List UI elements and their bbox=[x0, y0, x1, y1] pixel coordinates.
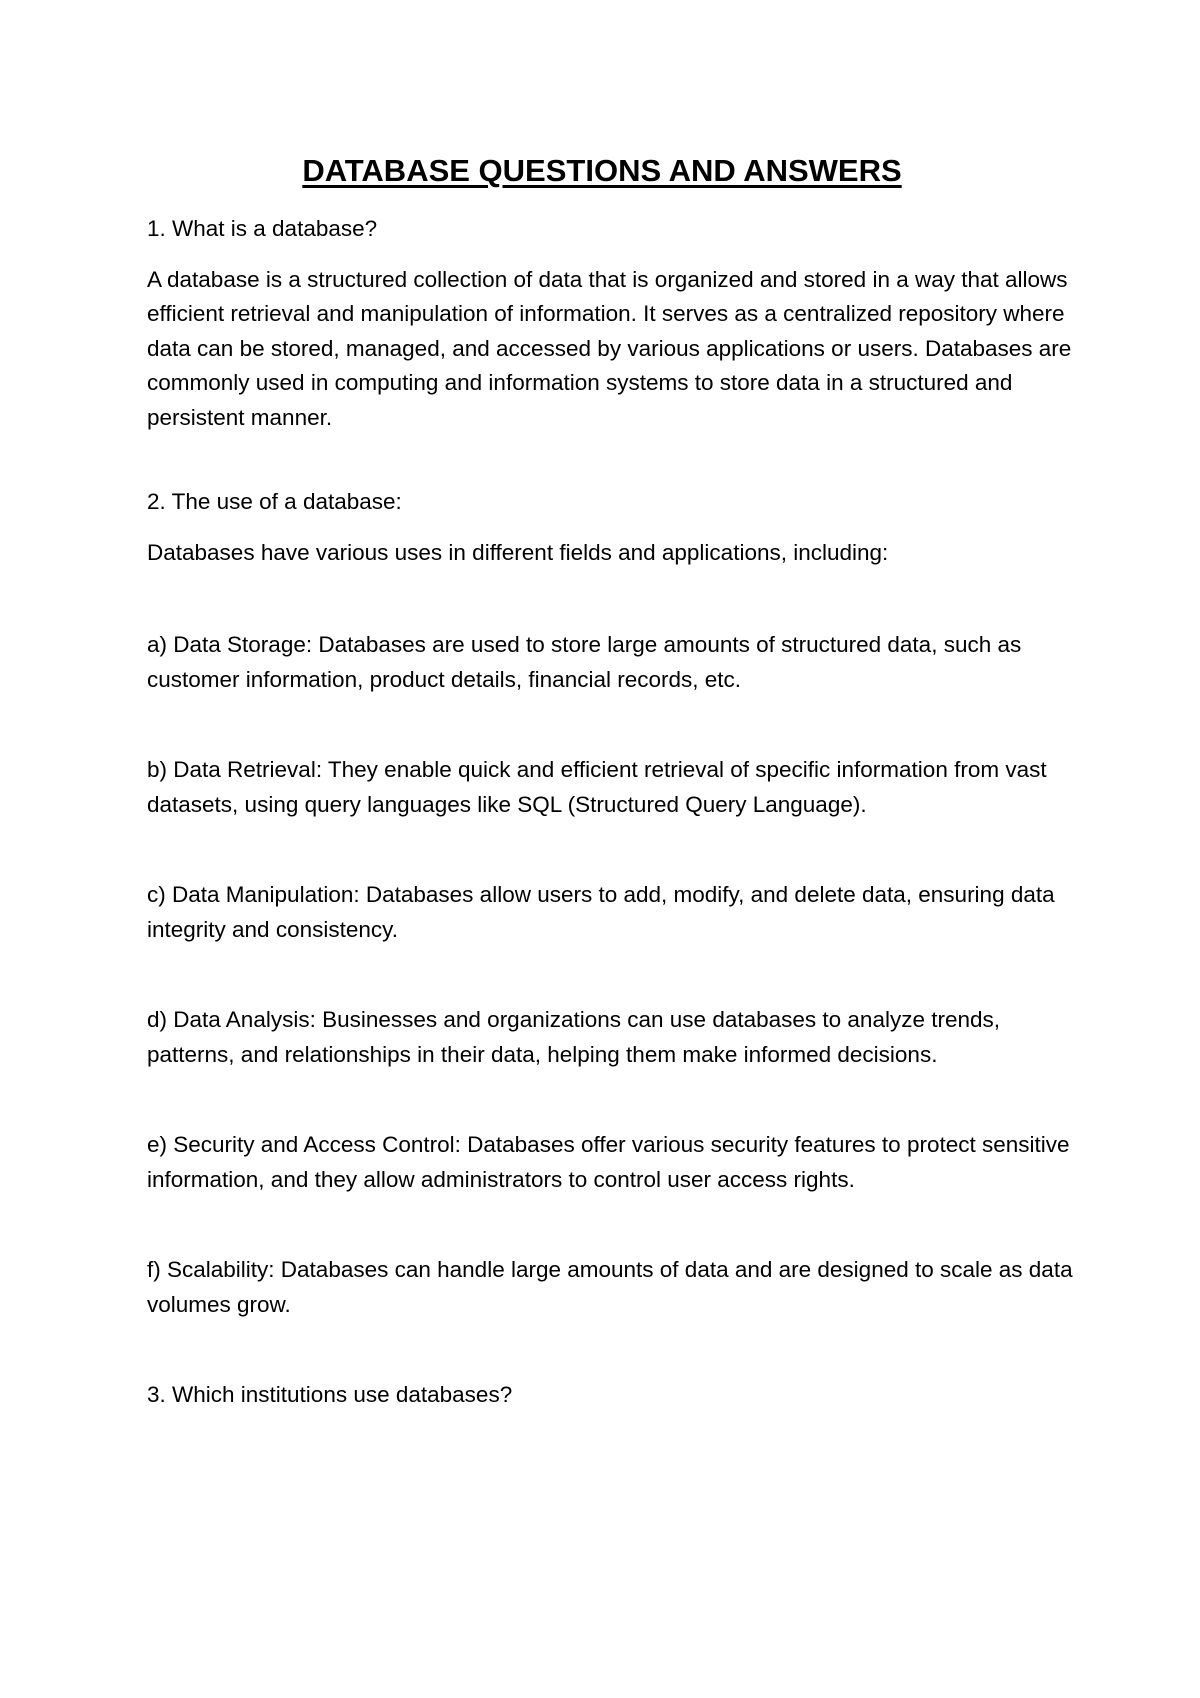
document-title: DATABASE QUESTIONS AND ANSWERS bbox=[302, 153, 902, 188]
list-item-data-storage: a) Data Storage: Databases are used to store large amounts of structured data, such as customer information, product details, financial records, etc. bbox=[147, 632, 1022, 692]
list-item-scalability: f) Scalability: Databases can handle large amounts of data and are designed to scale as data volumes grow. bbox=[147, 1257, 1073, 1317]
answer-1: A database is a structured collection of data that is organized and stored in a way that allows efficient retrieval and manipulation of information. It serves as a centralized repository where data can be stored, managed, and accessed by various applications or users. Databases are commonly used in computing and information systems to store data in a structured and persistent manner. bbox=[147, 266, 1072, 430]
list-item-data-manipulation: c) Data Manipulation: Databases allow users to add, modify, and delete data, ensuring data integrity and consistency. bbox=[147, 882, 1055, 942]
question-2: 2. The use of a database: bbox=[147, 489, 402, 514]
spacer bbox=[147, 435, 1077, 485]
document-body bbox=[147, 150, 1077, 1429]
list-item-security-access-control: e) Security and Access Control: Databases offer various security features to protect sensitive information, and they allow administrators to control user access rights. bbox=[147, 1132, 1070, 1192]
question-1: 1. What is a database? bbox=[147, 216, 378, 241]
list-item-data-analysis: d) Data Analysis: Businesses and organizations can use databases to analyze trends, patterns, and relationships in their data, helping them make informed decisions. bbox=[147, 1007, 1001, 1067]
spacer bbox=[147, 586, 1077, 628]
question-3: 3. Which institutions use databases? bbox=[147, 1382, 513, 1407]
list-item-data-retrieval: b) Data Retrieval: They enable quick and efficient retrieval of specific information from vast datasets, using query languages like SQL (Structured Query Language). bbox=[147, 757, 1047, 817]
answer-2-intro: Databases have various uses in different fields and applications, including: bbox=[147, 539, 889, 565]
